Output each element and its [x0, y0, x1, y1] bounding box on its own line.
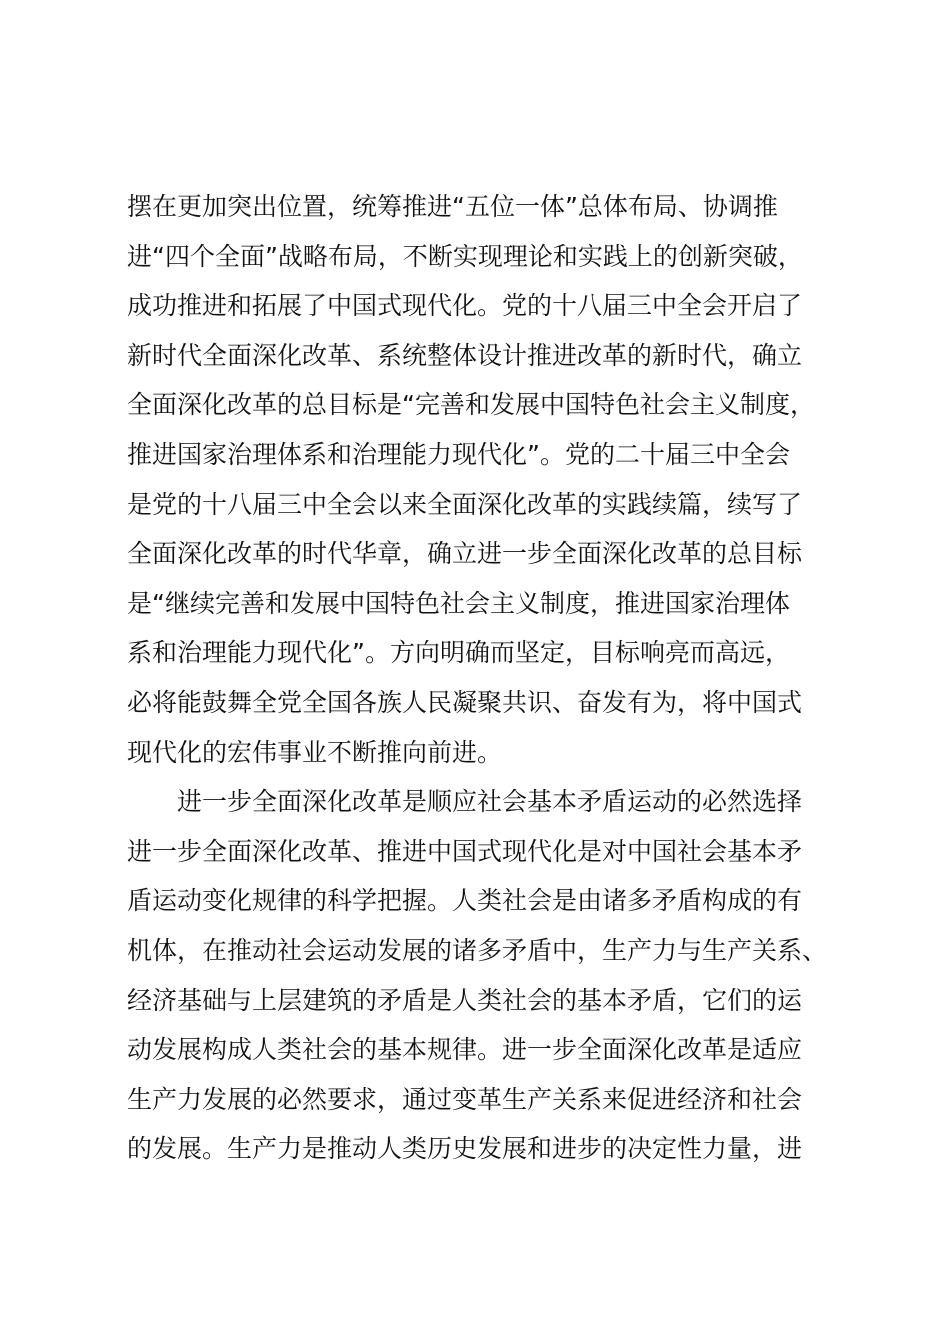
- text-line: 新时代全面深化改革、系统整体设计推进改革的新时代，确立: [127, 340, 803, 370]
- text-line: 是“继续完善和发展中国特色社会主义制度，推进国家治理体: [127, 588, 790, 618]
- text-line: 全面深化改革的总目标是“完善和发展中国特色社会主义制度，: [127, 390, 815, 420]
- text-line: 的发展。生产力是推动人类历史发展和进步的决定性力量，进: [127, 1134, 803, 1164]
- text-line: 动发展构成人类社会的基本规律。进一步全面深化改革是适应: [127, 1035, 803, 1065]
- text-line: 经济基础与上层建筑的矛盾是人类社会的基本矛盾，它们的运: [127, 985, 803, 1015]
- text-line: 必将能鼓舞全党全国各族人民凝聚共识、奋发有为，将中国式: [127, 687, 803, 717]
- text-line: 机体，在推动社会运动发展的诸多矛盾中，生产力与生产关系、: [127, 935, 828, 965]
- text-line: 生产力发展的必然要求，通过变革生产关系来促进经济和社会: [127, 1084, 803, 1114]
- section-heading-line: 进一步全面深化改革是顺应社会基本矛盾运动的必然选择: [177, 787, 803, 817]
- text-line: 系和治理能力现代化”。方向明确而坚定，目标响亮而高远，: [127, 638, 790, 668]
- text-line: 盾运动变化规律的科学把握。人类社会是由诸多矛盾构成的有: [127, 886, 803, 916]
- text-line: 全面深化改革的时代华章，确立进一步全面深化改革的总目标: [127, 539, 803, 569]
- text-line: 进一步全面深化改革、推进中国式现代化是对中国社会基本矛: [127, 836, 803, 866]
- text-line: 进“四个全面”战略布局，不断实现理论和实践上的创新突破，: [127, 241, 803, 271]
- text-line: 成功推进和拓展了中国式现代化。党的十八届三中全会开启了: [127, 291, 803, 321]
- text-line: 摆在更加突出位置，统筹推进“五位一体”总体布局、协调推: [127, 192, 778, 221]
- text-line: 现代化的宏伟事业不断推向前进。: [127, 737, 503, 767]
- text-line: 是党的十八届三中全会以来全面深化改革的实践续篇，续写了: [127, 489, 803, 519]
- body-text: [127, 182, 857, 1174]
- text-line: 推进国家治理体系和治理能力现代化”。党的二十届三中全会: [127, 439, 790, 469]
